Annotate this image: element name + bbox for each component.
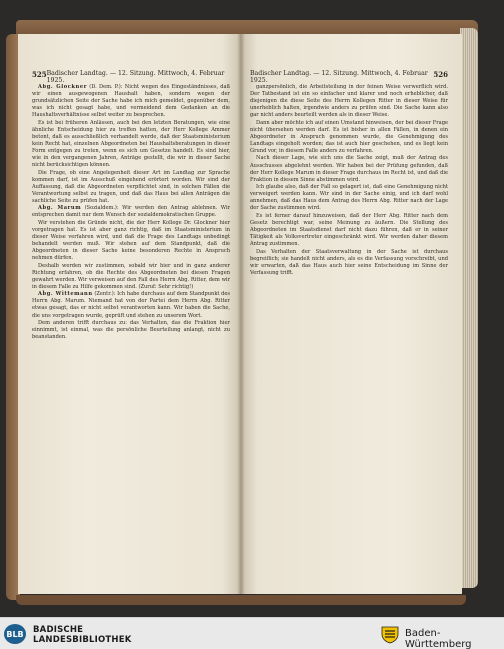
right-running-head (250, 70, 448, 84)
left-text-column (32, 84, 230, 554)
speaker-party: (D. Dem. P.): (89, 84, 123, 90)
paragraph (32, 170, 230, 205)
paragraph-text: Deshalb werden wir zustimmen, sobald wir hier und in ganz anderer Richtung erfahren, ob die Rechte des Abgeordneten bei diesen Fragen gewahrt werden. Wir verweisen auf den Fall des Herrn Abg. Ritter, dem wir in diesem Falle zu Hilfe gekommen sind. (Zuruf: Sehr richtig!) (32, 262, 230, 290)
baden-wuerttemberg-label: Baden-Württemberg (405, 628, 472, 649)
paragraph (32, 205, 230, 219)
paragraph-text: Dem anderen trifft durchaus zu: das Verhalten, das die Fraktion hier einnimmt, ist einmal, was die persönliche Beurteilung anlangt, nicht zu beanstanden. (32, 320, 230, 341)
paragraph (32, 120, 230, 169)
paragraph-text: Es ist ferner darauf hinzuweisen, daß der Herr Abg. Ritter nach dem Gesetz berechtigt war, seine Meinung zu äußern. Die Stellung des Abgeordneten im Staatsdienst darf nicht dazu führen, daß er in seiner Tätigkeit als Volksvertreter eingeschränkt wird. Wir werden daher diesem Antrag zustimmen. (250, 212, 448, 248)
book (6, 20, 478, 605)
speaker-name: Abg. Marum (38, 205, 82, 212)
paragraph-text: Das Verhalten der Staatsverwaltung in der Sache ist durchaus begreiflich; sie handelt nicht anders, als es die Verfassung vorschreibt, und wir erwarten, daß das Haus auch hier seine Entscheidung im Sinne der Verfassung trifft. (250, 248, 448, 276)
library-footer (0, 617, 504, 649)
paragraph (32, 220, 230, 262)
paragraph-text: Ich habe durchaus auf dem Standpunkt des Herrn Abg. Marum. Niemand hat von der Partei dem Herrn Abg. Ritter etwas gesagt, das er nicht selbst verantworten kann. Wir haben die Sache, die uns vorgetragen wurde, geprüft und stehen zu unserem Wort. (32, 291, 230, 319)
left-running-title: Badischer Landtag. — 12. Sitzung. Mittwoch, 4. Februar 1925. (46, 70, 225, 84)
speaker-party: (Zentr.): (94, 291, 116, 298)
paragraph-text: Dann aber möchte ich auf einen Umstand hinweisen, der bei dieser Frage nicht übersehen werden darf. Es ist bisher in allen Fällen, in denen ein Abgeordneter in Anspruch genommen wurde, die Genehmigung des Landtags eingeholt worden; das ist auch hier geschehen, und es liegt kein Grund vor, in diesem Falle anders zu verfahren. (250, 119, 448, 154)
paragraph-text: Es ist bei früheren Anlässen, auch bei den letzten Beratungen, wie eine ähnliche Entscheidung hier zu treffen hatten, der Herr Kollege Ammer betont, daß es ausschließlich verhandelt werde, daß der Staatsministerium kein Recht hat, einzelnen Abgeordneten bei Haushaltsberatungen in dieser Form entgegen zu treten, wenn es sich um Gesetze handelt. Es sind hier, wie in den vergangenen Jahren, Anträge gestellt, die wir in dieser Sache nicht berücksichtigen können. (32, 119, 230, 169)
paragraph (250, 249, 448, 277)
speaker-name: Abg. Wittemann (38, 291, 93, 298)
paragraph (250, 155, 448, 183)
left-page-number: 525 (32, 70, 47, 79)
paragraph-text: Wir verstehen die Gründe nicht, die der Herr Kollege Dr. Glockner hier vorgetragen hat. Es ist aber ganz richtig, daß im Staatsministerium in dieser Weise verfahren wird, und daß die Frage des Landtags unbedingt behandelt werden muß. Wir stehen auf dem Standpunkt, daß die Abgeordneten in dieser Sache keine besonderen Rechte in Anspruch nehmen dürfen. (32, 219, 230, 262)
paragraph (32, 84, 230, 119)
paragraph (250, 84, 448, 119)
paragraph-text: Nach dieser Lage, wie sich uns die Sache zeigt, muß der Antrag des Ausschusses abgelehnt werden. Wir haben bei der Prüfung gefunden, daß der Herr Kollege Marum in dieser Frage durchaus im Recht ist, und daß die Fraktion in diesem Sinne abstimmen wird. (250, 155, 448, 183)
page-spread (18, 34, 462, 594)
speaker-name: Abg. Glockner (38, 84, 87, 90)
paragraph-text: ganzpersönlich, die Arbeitsteilung in der feinen Weise verwerflich wird. Der Tatbestand ist ein so einfacher und klarer und noch erheblicher, daß diejenigen die diese Seite des Herrn Kollegen Ritter in dieser Weise für unerheblich halten, irgendwie anders zu prüfen sind. Die Sache kann also gar nicht anders beurteilt werden als in dieser Weise. (250, 84, 448, 119)
bw-coat-of-arms-icon (380, 625, 400, 644)
right-page (240, 34, 462, 594)
right-text-column (250, 84, 448, 554)
speaker-party: (Sozialdem.): (84, 205, 119, 212)
right-page-number: 526 (433, 70, 448, 79)
paragraph (250, 213, 448, 248)
paragraph-text: Die Frage, ob eine Angelegenheit dieser Art im Landtag zur Sprache kommen darf, ist im Ausschuß eingehend erörtert worden. Wir sind der Auffassung, daß die Abgeordneten verpflichtet sind, in solchen Fällen die Verantwortung selbst zu tragen, und daß das Haus bei allen Anträgen die sachliche Seite zu prüfen hat. (32, 169, 230, 204)
left-page (18, 34, 240, 594)
page-gutter (237, 34, 245, 594)
paragraph-text: Ich glaube also, daß der Fall so gelagert ist, daß eine Genehmigung nicht verweigert werden kann. Wir sind in der Sache einig, und ich darf wohl annehmen, daß das Haus dem Antrag des Herrn Abg. Ritter nach der Lage der Sache zustimmen wird. (250, 184, 448, 212)
paragraph-text: Wir werden den Antrag ablehnen. Wir entsprechen damit nur dem Wunsch der sozialdemokratischen Gruppe. (32, 205, 230, 219)
paragraph-text: Nicht wegen des Eingeständnisses, daß wir einen ausgewogenen Haushalt haben, sondern wegen der grundsätzlichen Seite der Sache habe ich mich gemeldet, gegenüber dem, was ich nicht gesagt habe, und vermeidend dem Gedanken an die Haushaltsverhältnisse selbst weiter zu besprechen. (32, 84, 230, 119)
right-running-title: Badischer Landtag. — 12. Sitzung. Mittwoch, 4. Februar 1925. (250, 70, 428, 84)
page-edges (460, 28, 478, 588)
paragraph (250, 120, 448, 155)
book-cover-bottom (16, 595, 466, 605)
blb-logo-icon: BLB (4, 624, 26, 644)
left-running-head (32, 70, 230, 84)
paragraph (32, 320, 230, 341)
paragraph (32, 291, 230, 319)
paragraph (250, 184, 448, 212)
paragraph (32, 263, 230, 291)
blb-name-line2: LANDESBIBLIOTHEK (33, 635, 132, 645)
blb-name-line1: BADISCHE (33, 625, 84, 635)
blb-name (33, 625, 132, 645)
